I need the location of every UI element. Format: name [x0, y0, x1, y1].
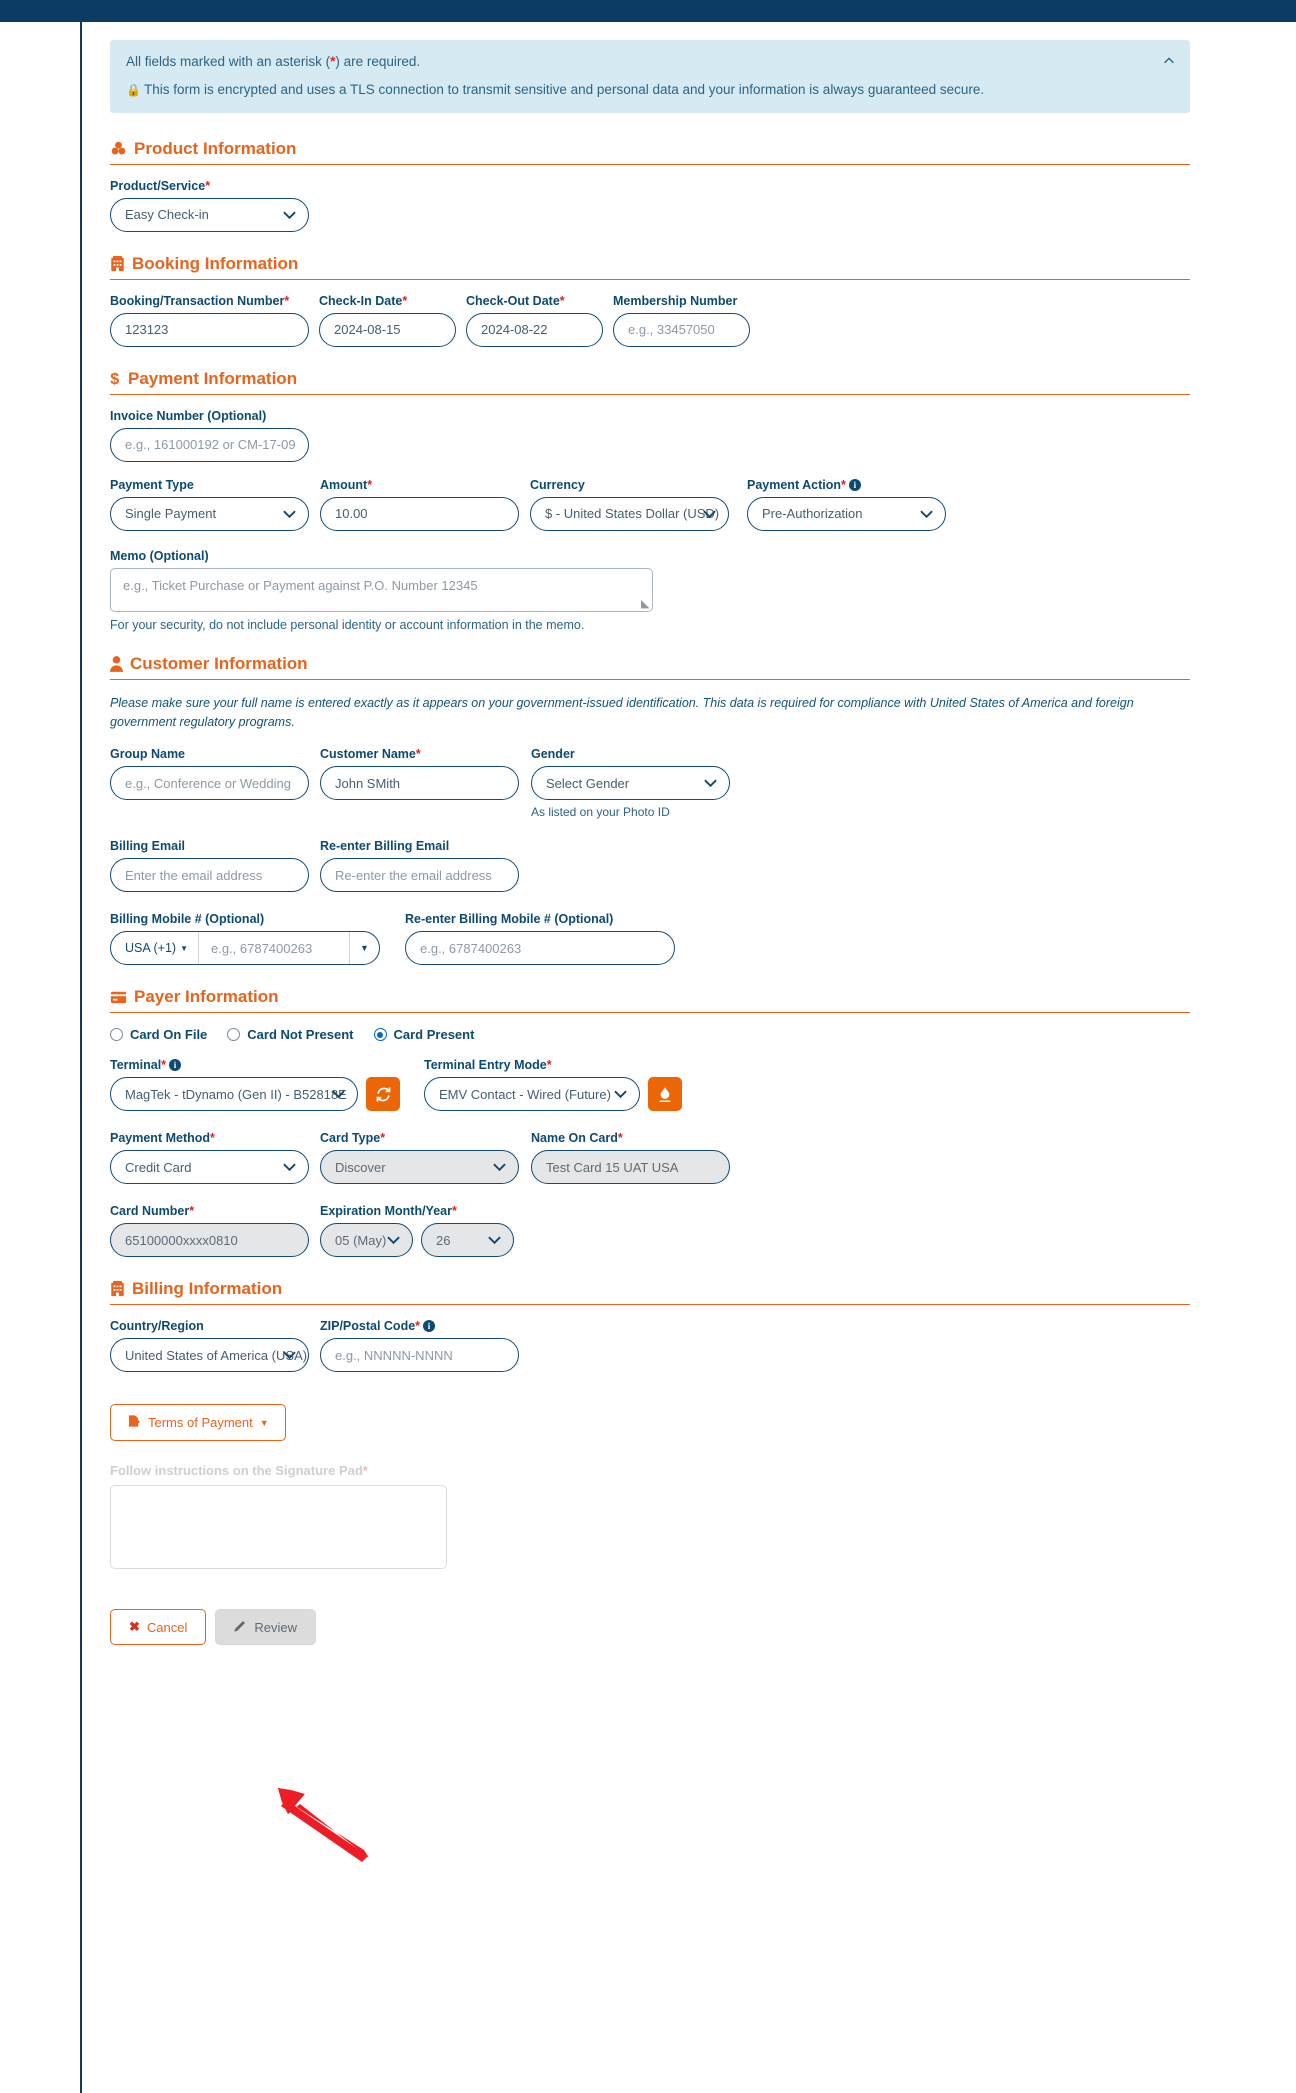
country-code-select[interactable] — [111, 932, 199, 964]
encryption-note-text: This form is encrypted and uses a TLS connection to transmit sensitive and personal data and your information is always guaranteed secure. — [143, 81, 985, 97]
radio-card-present[interactable] — [374, 1027, 475, 1042]
checkin-date-group — [319, 294, 456, 347]
amount-label-text: Amount — [320, 477, 368, 492]
terminal-control-wrap — [110, 1077, 400, 1111]
card-type-select[interactable] — [320, 1150, 519, 1184]
country-region-value: United States of America (USA) — [125, 1347, 308, 1363]
gender-select[interactable] — [531, 766, 730, 800]
amount-group — [320, 478, 519, 531]
checkout-date-group — [466, 294, 603, 347]
card-number-value: 65100000xxxx0810 — [125, 1232, 238, 1248]
gender-hint: As listed on your Photo ID — [531, 805, 670, 820]
refresh-icon[interactable] — [366, 1077, 400, 1111]
memo-label: Memo (Optional) — [110, 548, 209, 563]
dollar-sign-icon — [110, 370, 121, 387]
membership-number-input[interactable] — [613, 313, 750, 347]
required-asterisk: * — [367, 477, 373, 492]
payment-type-group — [110, 478, 309, 531]
gender-group — [531, 747, 730, 819]
card-type-group — [320, 1131, 519, 1184]
terminal-group — [110, 1058, 400, 1111]
section-title-billing: Billing Information — [132, 1279, 283, 1299]
reenter-billing-mobile-group — [405, 912, 675, 965]
currency-group — [530, 478, 729, 531]
payment-method-group — [110, 1131, 309, 1184]
section-title-booking: Booking Information — [132, 253, 299, 273]
terms-of-payment-row — [110, 1404, 1190, 1441]
required-asterisk: * — [402, 293, 408, 308]
customer-name-label — [320, 747, 519, 761]
billing-mobile-placeholder: e.g., 6787400263 — [210, 940, 313, 956]
billing-email-input[interactable] — [110, 858, 309, 892]
billing-mobile-input-group[interactable] — [110, 931, 380, 965]
checkout-date-label — [466, 294, 603, 308]
zip-postal-placeholder: e.g., NNNNN-NNNN — [335, 1347, 453, 1363]
radio-label: Card Present — [393, 1027, 475, 1043]
card-swipe-icon[interactable] — [648, 1077, 682, 1111]
membership-number-group — [613, 294, 750, 347]
checkin-date-input[interactable] — [319, 313, 456, 347]
required-asterisk: * — [415, 1319, 421, 1334]
signature-pad-label-text: Follow instructions on the Signature Pad — [110, 1463, 363, 1479]
card-type-value: Discover — [335, 1159, 386, 1175]
required-fields-note — [126, 52, 1150, 73]
amount-value: 10.00 — [335, 506, 368, 522]
expiration-group — [320, 1204, 514, 1257]
customer-compliance-note: Please make sure your full name is entered exactly as it appears on your government-issued identification. This data is required for compliance with United States of America and foreign government regulatory programs. — [110, 695, 1134, 729]
cancel-button-label: Cancel — [146, 1619, 188, 1635]
currency-select[interactable] — [530, 497, 729, 531]
checkout-date-input[interactable] — [466, 313, 603, 347]
checkout-date-value: 2024-08-22 — [481, 322, 548, 338]
invoice-number-row — [110, 409, 1190, 462]
chevron-down-icon — [387, 1236, 400, 1245]
chevron-down-icon — [488, 1236, 501, 1245]
caret-down-icon: ▼ — [180, 943, 188, 953]
section-title-customer: Customer Information — [130, 653, 308, 673]
app-nav-bar — [0, 0, 1296, 22]
product-cubes-icon — [110, 140, 127, 157]
card-number-label-text: Card Number — [110, 1204, 190, 1219]
zip-postal-label-text: ZIP/Postal Code — [320, 1319, 416, 1334]
signature-pad-canvas[interactable] — [110, 1485, 447, 1569]
radio-card-not-present[interactable] — [227, 1027, 353, 1042]
invoice-number-group — [110, 409, 309, 462]
required-asterisk: * — [841, 477, 846, 492]
payment-details-row — [110, 478, 1190, 531]
payment-action-label-text: Payment Action — [747, 477, 842, 492]
building-icon — [110, 1281, 125, 1297]
terminal-entry-mode-label-text: Terminal Entry Mode — [424, 1058, 547, 1073]
required-note-prefix: All fields marked with an asterisk ( — [126, 54, 331, 69]
building-icon — [110, 256, 125, 272]
customer-name-value: John SMith — [335, 775, 401, 791]
info-icon[interactable]: i — [423, 1320, 435, 1332]
credit-card-icon — [110, 991, 127, 1004]
booking-number-group — [110, 294, 309, 347]
expiration-year-select[interactable] — [421, 1223, 514, 1257]
payment-type-value: Single Payment — [125, 506, 217, 522]
customer-name-group — [320, 747, 519, 800]
amount-label — [320, 478, 519, 492]
expiration-year-value: 26 — [436, 1232, 451, 1248]
reenter-billing-mobile-input[interactable] — [405, 931, 675, 965]
zip-postal-label — [320, 1319, 519, 1333]
required-asterisk: * — [415, 747, 421, 762]
payment-action-group — [747, 478, 946, 531]
billing-email-row — [110, 839, 1190, 892]
chevron-down-icon — [283, 210, 296, 219]
invoice-number-label: Invoice Number (Optional) — [110, 408, 267, 423]
billing-mobile-dropdown-toggle[interactable] — [349, 932, 379, 964]
terminal-select[interactable] — [110, 1077, 358, 1111]
terminal-entry-mode-group — [424, 1058, 682, 1111]
gender-value: Select Gender — [546, 775, 630, 791]
terminal-entry-mode-value: EMV Contact - Wired (Future) — [439, 1086, 611, 1102]
terms-of-payment-button[interactable] — [110, 1404, 286, 1441]
billing-address-row — [110, 1319, 1190, 1372]
payment-type-label: Payment Type — [110, 477, 194, 492]
required-asterisk: * — [362, 1463, 368, 1479]
billing-mobile-label: Billing Mobile # (Optional) — [110, 912, 265, 927]
product-service-label — [110, 179, 309, 193]
payment-form-page — [80, 22, 1220, 2093]
zip-postal-input[interactable] — [320, 1338, 519, 1372]
group-name-input[interactable] — [110, 766, 309, 800]
card-type-label — [320, 1131, 519, 1145]
card-details-row — [110, 1131, 1190, 1184]
terminal-label-text: Terminal — [110, 1058, 162, 1073]
payer-type-radio-group — [110, 1027, 1190, 1042]
card-number-row — [110, 1204, 1190, 1257]
caret-down-icon: ▼ — [360, 943, 369, 954]
review-button-label: Review — [254, 1619, 297, 1635]
reenter-billing-email-placeholder: Re-enter the email address — [335, 867, 492, 883]
invoice-number-input[interactable] — [110, 428, 309, 462]
invoice-number-placeholder: e.g., 161000192 or CM-17-09 — [125, 437, 296, 453]
radio-label: Card Not Present — [247, 1027, 354, 1043]
resize-grip-icon[interactable]: ◢ — [640, 597, 649, 610]
required-asterisk: * — [617, 1131, 623, 1146]
currency-label: Currency — [530, 477, 585, 492]
expiration-label-text: Expiration Month/Year — [320, 1204, 452, 1219]
radio-icon-selected — [374, 1028, 387, 1041]
payment-method-value: Credit Card — [125, 1159, 192, 1175]
chevron-down-icon — [283, 509, 296, 518]
customer-name-input[interactable] — [320, 766, 519, 800]
country-region-group — [110, 1319, 309, 1372]
chevron-down-icon — [704, 779, 717, 788]
reenter-billing-email-input[interactable] — [320, 858, 519, 892]
checkout-date-label-text: Check-Out Date — [466, 293, 560, 308]
checkin-date-label — [319, 294, 456, 308]
terms-of-payment-label: Terms of Payment — [148, 1415, 253, 1431]
required-asterisk: * — [189, 1204, 195, 1219]
required-asterisk: * — [210, 1131, 215, 1146]
chevron-down-icon — [493, 1163, 506, 1172]
required-asterisk: * — [330, 54, 336, 69]
name-on-card-label — [531, 1131, 730, 1145]
membership-number-label: Membership Number — [613, 293, 738, 308]
lock-icon: 🔒 — [126, 82, 141, 97]
customer-name-label-text: Customer Name — [320, 747, 416, 762]
billing-mobile-group — [110, 912, 380, 965]
required-asterisk: * — [546, 1058, 552, 1073]
required-asterisk: * — [284, 293, 290, 308]
terminal-label — [110, 1058, 400, 1072]
section-title-product: Product Information — [134, 138, 297, 158]
product-service-group — [110, 179, 309, 232]
customer-name-row — [110, 747, 1190, 819]
expiration-month-value: 05 (May) — [335, 1232, 387, 1248]
payment-method-select[interactable] — [110, 1150, 309, 1184]
signed-document-icon — [127, 1414, 141, 1431]
caret-down-icon: ▼ — [259, 1417, 269, 1428]
terminal-row — [110, 1058, 1190, 1111]
booking-number-label — [110, 294, 309, 308]
payment-action-label — [747, 478, 946, 492]
product-service-value: Easy Check-in — [125, 207, 209, 223]
required-asterisk: * — [559, 293, 565, 308]
product-service-label-text: Product/Service — [110, 178, 206, 193]
card-number-label — [110, 1204, 309, 1218]
memo-security-note: For your security, do not include personal identity or account information in the memo. — [110, 617, 585, 632]
expiration-month-select[interactable] — [320, 1223, 413, 1257]
booking-number-label-text: Booking/Transaction Number — [110, 293, 285, 308]
memo-textarea[interactable] — [110, 568, 653, 612]
section-title-payment: Payment Information — [128, 368, 298, 388]
chevron-down-icon — [614, 1090, 627, 1099]
section-title-payer: Payer Information — [134, 987, 279, 1007]
svg-text:$: $ — [110, 370, 120, 388]
signature-pad-label — [110, 1463, 1190, 1478]
country-region-select[interactable] — [110, 1338, 309, 1372]
card-number-group — [110, 1204, 309, 1257]
payment-method-label-text: Payment Method — [110, 1131, 211, 1146]
payment-action-select[interactable] — [747, 497, 946, 531]
reenter-billing-mobile-label: Re-enter Billing Mobile # (Optional) — [405, 912, 614, 927]
booking-fields-row — [110, 294, 1190, 347]
section-header-billing — [110, 1279, 1190, 1305]
payment-method-label — [110, 1131, 309, 1145]
group-name-placeholder: e.g., Conference or Wedding — [125, 775, 291, 791]
required-asterisk: * — [161, 1058, 167, 1073]
person-icon — [110, 656, 123, 672]
billing-email-placeholder: Enter the email address — [125, 867, 263, 883]
expiration-control-wrap — [320, 1223, 514, 1257]
required-asterisk: * — [451, 1204, 457, 1219]
name-on-card-label-text: Name On Card — [531, 1131, 618, 1146]
form-notice-panel — [110, 40, 1190, 113]
section-header-payer — [110, 987, 1190, 1013]
zip-postal-group — [320, 1319, 519, 1372]
terminal-value: MagTek - tDynamo (Gen II) - B52818E — [125, 1086, 347, 1102]
section-header-product — [110, 139, 1190, 165]
chevron-up-icon[interactable] — [1162, 54, 1176, 68]
amount-input[interactable] — [320, 497, 519, 531]
expiration-label — [320, 1204, 514, 1218]
billing-mobile-number-input[interactable] — [199, 932, 349, 964]
section-header-customer — [110, 654, 1190, 680]
billing-email-label: Billing Email — [110, 839, 186, 854]
reenter-billing-email-label: Re-enter Billing Email — [320, 839, 450, 854]
booking-number-input[interactable] — [110, 313, 309, 347]
x-icon: ✖ — [129, 1619, 140, 1635]
chevron-down-icon — [283, 1163, 296, 1172]
required-note-suffix: ) are required. — [335, 54, 421, 69]
form-actions — [110, 1609, 1190, 1645]
terminal-entry-mode-label — [424, 1058, 682, 1072]
radio-icon — [110, 1028, 123, 1041]
info-icon[interactable]: i — [169, 1059, 181, 1071]
group-name-label: Group Name — [110, 747, 186, 762]
required-asterisk: * — [205, 178, 211, 193]
name-on-card-group — [531, 1131, 730, 1184]
name-on-card-input[interactable] — [531, 1150, 730, 1184]
entry-mode-control-wrap — [424, 1077, 682, 1111]
review-button[interactable] — [215, 1609, 316, 1645]
payment-action-value: Pre-Authorization — [762, 506, 863, 522]
product-service-select[interactable] — [110, 198, 309, 232]
checkin-date-label-text: Check-In Date — [319, 293, 403, 308]
payment-type-select[interactable] — [110, 497, 309, 531]
currency-value: $ - United States Dollar (USD) — [545, 506, 720, 522]
booking-number-value: 123123 — [125, 322, 169, 338]
radio-label: Card On File — [130, 1027, 208, 1043]
section-header-payment — [110, 369, 1190, 395]
gender-label: Gender — [531, 747, 575, 762]
country-code-value: USA (+1) — [125, 941, 177, 956]
product-service-row — [110, 179, 1190, 232]
section-header-booking — [110, 254, 1190, 280]
membership-number-placeholder: e.g., 33457050 — [628, 322, 715, 338]
checkin-date-value: 2024-08-15 — [334, 322, 401, 338]
radio-card-on-file[interactable] — [110, 1027, 207, 1042]
name-on-card-value: Test Card 15 UAT USA — [546, 1159, 679, 1175]
encryption-note — [126, 80, 1150, 101]
chevron-down-icon — [920, 509, 933, 518]
terminal-entry-mode-select[interactable] — [424, 1077, 640, 1111]
country-region-label: Country/Region — [110, 1319, 204, 1334]
card-number-input[interactable] — [110, 1223, 309, 1257]
memo-row — [110, 549, 1190, 632]
info-icon[interactable]: i — [849, 479, 861, 491]
pencil-icon — [234, 1619, 247, 1635]
billing-mobile-row — [110, 912, 1190, 965]
billing-email-group — [110, 839, 309, 892]
group-name-group — [110, 747, 309, 800]
reenter-billing-email-group — [320, 839, 519, 892]
card-type-label-text: Card Type — [320, 1131, 381, 1146]
memo-placeholder: e.g., Ticket Purchase or Payment against P.O. Number 12345 — [123, 577, 478, 593]
cancel-button[interactable] — [110, 1609, 206, 1645]
required-asterisk: * — [380, 1131, 386, 1146]
radio-icon — [227, 1028, 240, 1041]
reenter-billing-mobile-placeholder: e.g., 6787400263 — [420, 940, 522, 956]
